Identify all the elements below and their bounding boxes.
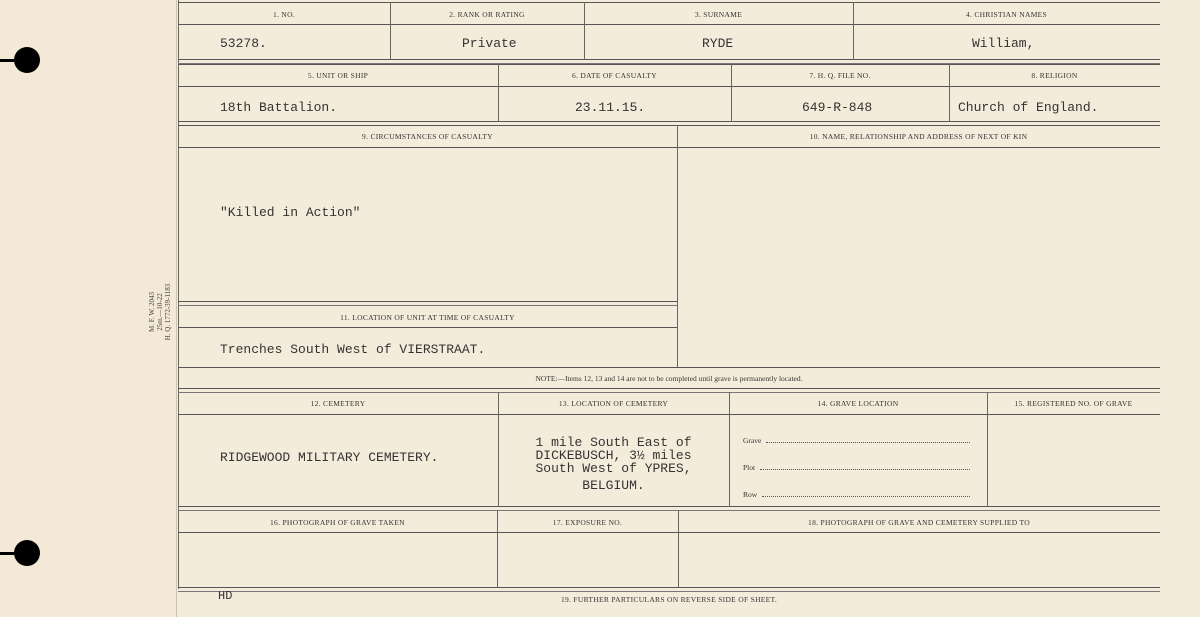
grave-label: Grave — [743, 436, 762, 445]
header-registered-no: 15. REGISTERED NO. OF GRAVE — [1014, 399, 1133, 408]
header-cemetery: 12. CEMETERY — [310, 399, 366, 408]
header-christian-names: 4. CHRISTIAN NAMES — [965, 10, 1048, 19]
file-no: 649-R-848 — [802, 100, 873, 115]
christian-names: William, — [972, 36, 1035, 51]
note: NOTE:—Items 12, 13 and 14 are not to be completed until grave is permanently located. — [535, 374, 803, 383]
header-location: 11. LOCATION OF UNIT AT TIME OF CASUALTY — [340, 313, 515, 322]
header-next-of-kin: 10. NAME, RELATIONSHIP AND ADDRESS OF NEXT OF KIN — [809, 132, 1028, 141]
header-religion: 8. RELIGION — [1031, 71, 1078, 80]
footer-note: 19. FURTHER PARTICULARS ON REVERSE SIDE OF SHEET. — [560, 595, 778, 604]
border — [178, 0, 179, 589]
rule-line — [178, 147, 1160, 148]
rule-line — [178, 327, 677, 328]
header-exposure-no: 17. EXPOSURE NO. — [552, 518, 623, 527]
header-rank: 2. RANK OR RATING — [449, 10, 525, 19]
unit: 18th Battalion. — [220, 100, 338, 115]
binder-hole — [14, 47, 40, 73]
rule-line — [178, 532, 1160, 533]
religion: Church of England. — [958, 100, 1099, 115]
surname: RYDE — [702, 36, 734, 51]
cemetery: RIDGEWOOD MILITARY CEMETERY. — [220, 450, 439, 465]
rule-line — [178, 2, 1160, 3]
rule-line — [178, 64, 1160, 65]
header-circumstances: 9. CIRCUMSTANCES OF CASUALTY — [362, 132, 493, 141]
rank: Private — [462, 36, 517, 51]
rule-line — [178, 301, 677, 306]
header-photo-supplied: 18. PHOTOGRAPH OF GRAVE AND CEMETERY SUPPLIED TO — [808, 518, 1030, 527]
plot-label: Plot — [743, 463, 756, 472]
header-cemetery-location: 13. LOCATION OF CEMETERY — [558, 399, 669, 408]
rule-line — [760, 469, 970, 470]
header-file-no: 7. H. Q. FILE NO. — [809, 71, 871, 80]
rule-line — [178, 86, 1160, 87]
header-photo-taken: 16. PHOTOGRAPH OF GRAVE TAKEN — [270, 518, 405, 527]
service-number: 53278. — [220, 36, 267, 51]
header-date: 6. DATE OF CASUALTY — [571, 71, 657, 80]
rule-line — [987, 392, 988, 507]
form-code: M. F. W. 2043 25m.—10-22 H. Q. 1772-39-1183 — [148, 283, 172, 341]
rule-line — [178, 587, 1160, 592]
rule-line — [729, 392, 730, 507]
header-no: 1. NO. — [272, 10, 295, 19]
rule-line — [178, 388, 1160, 393]
rule-line — [762, 496, 970, 497]
cemetery-location: 1 mile South East of DICKEBUSCH, 3½ miles South West of YPRES, BELGIUM. — [535, 435, 692, 493]
location-of-unit: Trenches South West of VIERSTRAAT. — [220, 342, 486, 357]
header-unit: 5. UNIT OR SHIP — [307, 71, 369, 80]
header-surname: 3. SURNAME — [694, 10, 743, 19]
rule-line — [178, 125, 1160, 126]
rule-line — [178, 414, 1160, 415]
rule-line — [178, 506, 1160, 511]
rule-line — [178, 24, 1160, 25]
row-label: Row — [743, 490, 758, 499]
rule-line — [178, 367, 1160, 368]
header-grave-location: 14. GRAVE LOCATION — [817, 399, 899, 408]
binder-hole — [14, 540, 40, 566]
initials: HD — [218, 589, 233, 603]
date-of-casualty: 23.11.15. — [575, 100, 646, 115]
rule-line — [766, 442, 970, 443]
rule-line — [677, 125, 678, 367]
circumstances: "Killed in Action" — [220, 205, 361, 220]
